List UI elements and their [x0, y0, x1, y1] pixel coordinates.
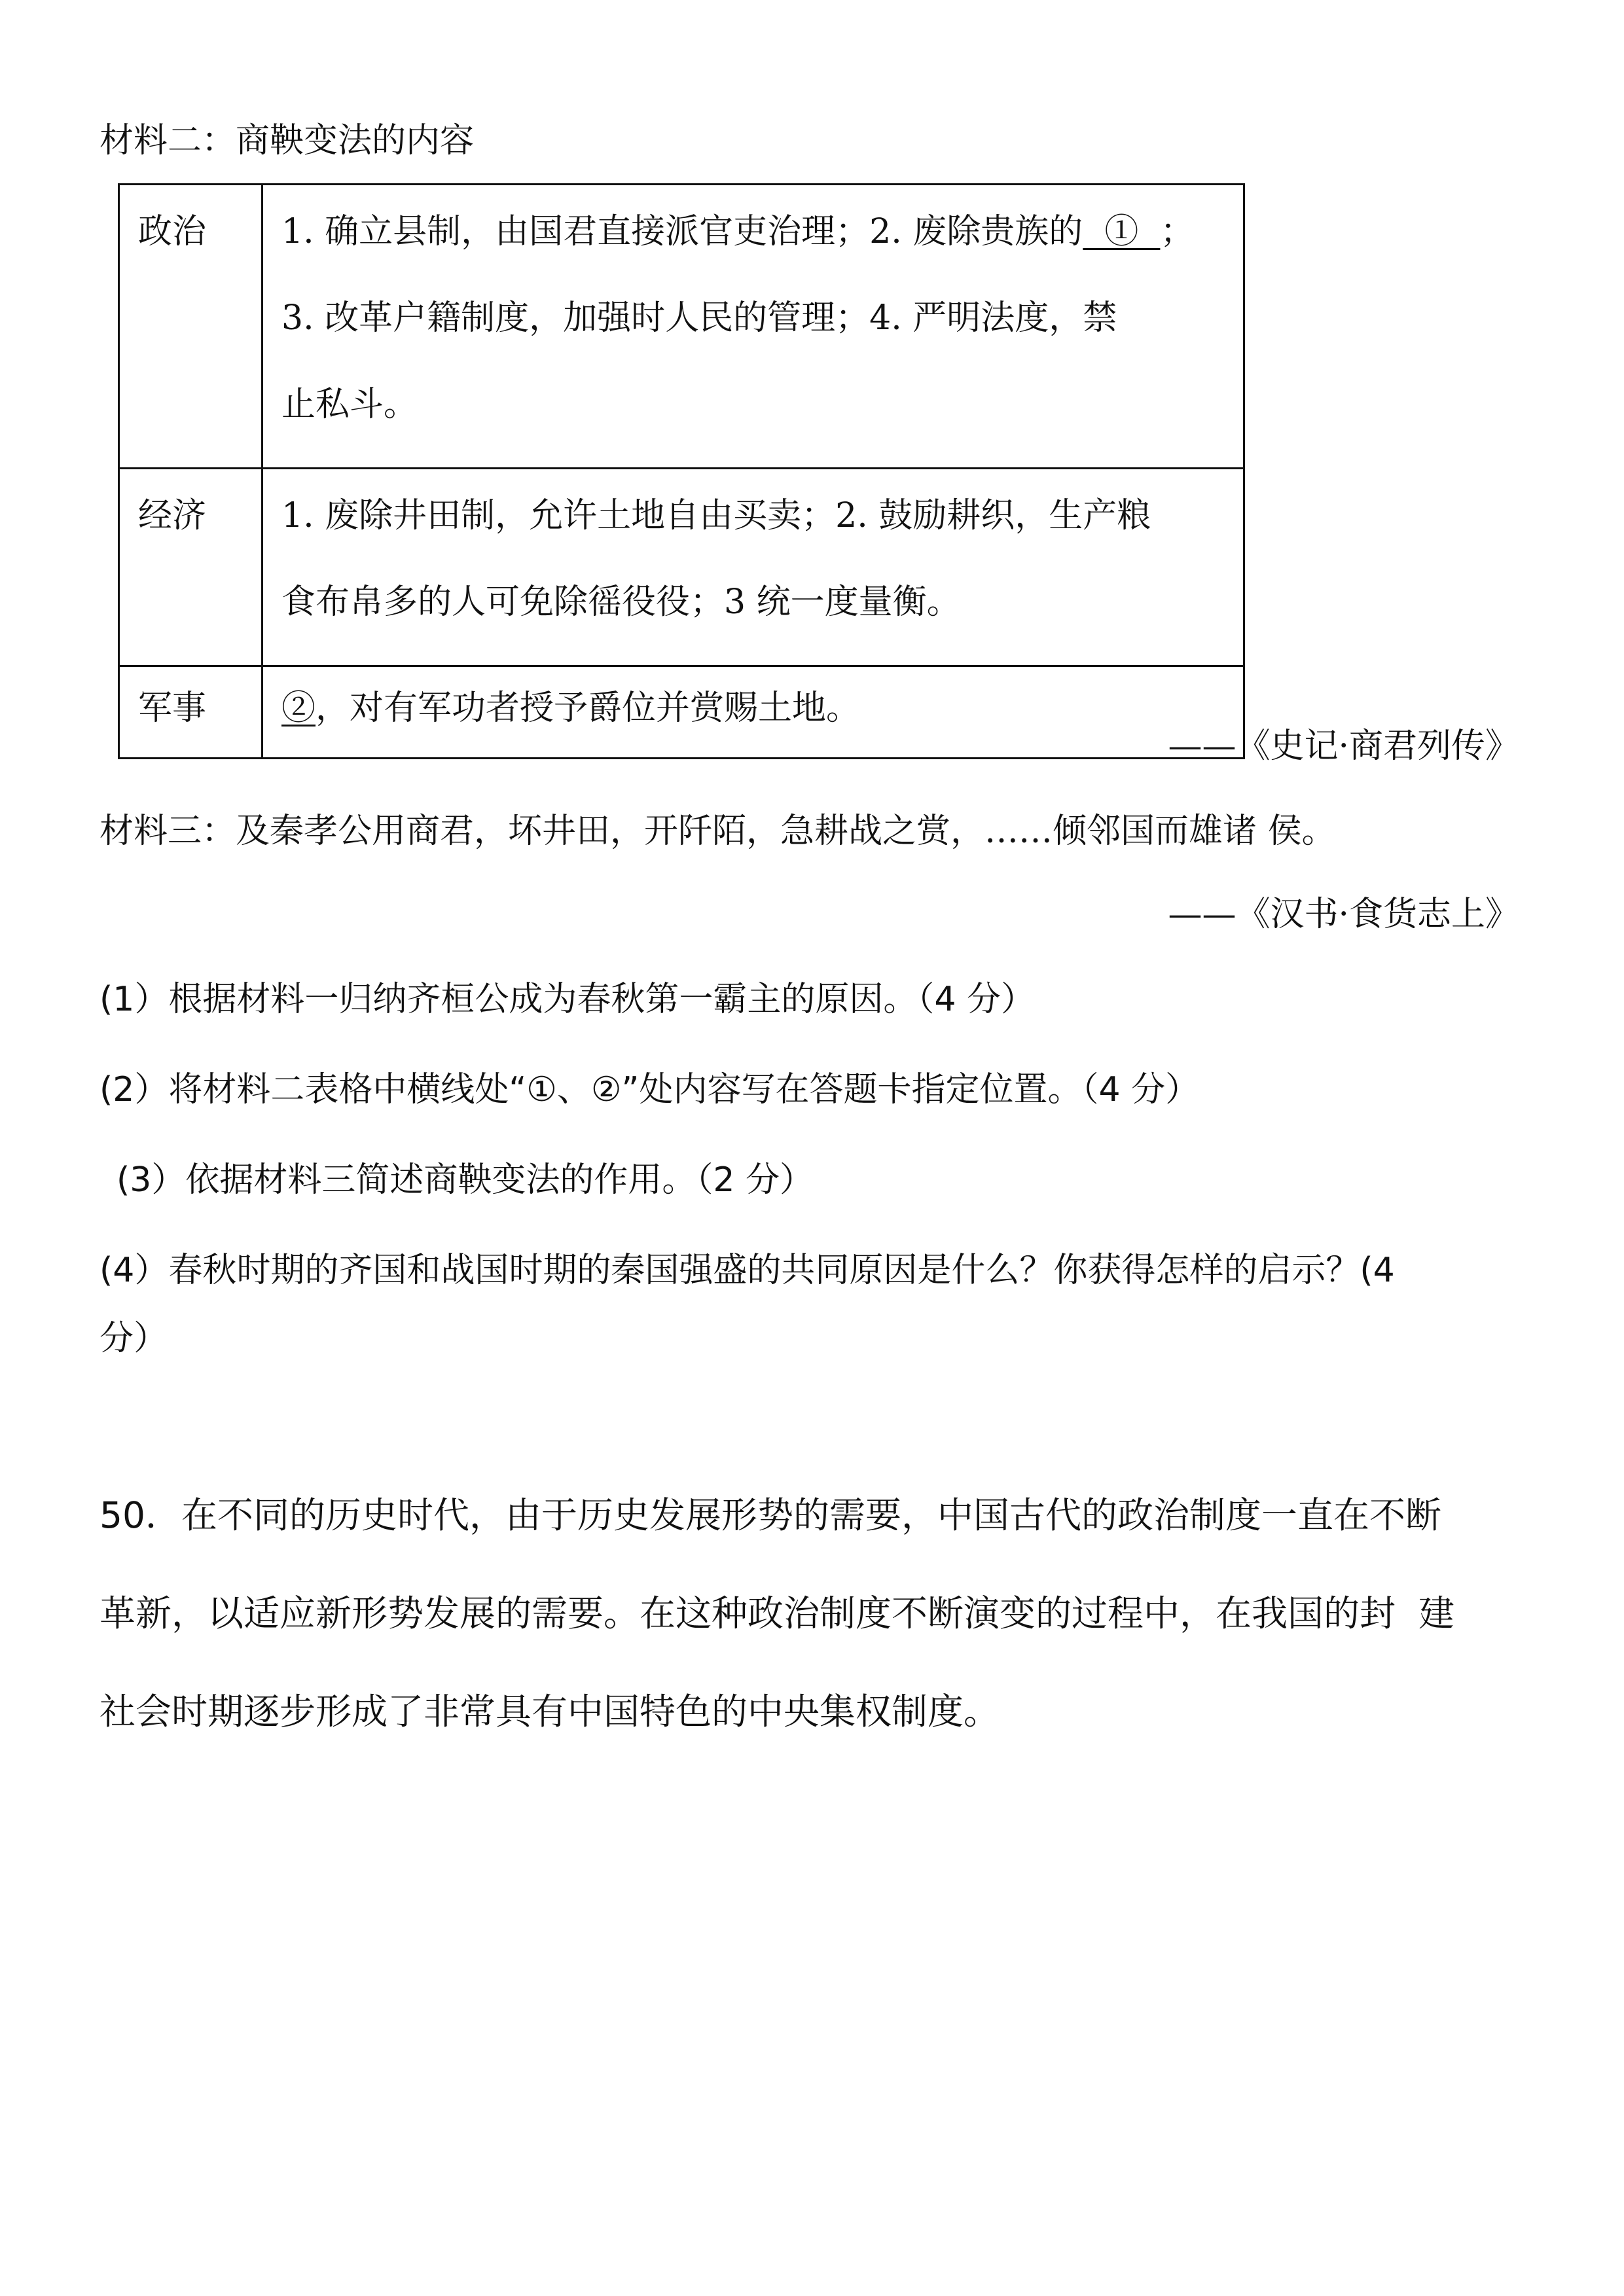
material2-source: ——《史记·商君列传》 — [1168, 726, 1519, 766]
question-50-line-3: 社会时期逐步形成了非常具有中国特色的中央集权制度。 — [99, 1691, 1000, 1732]
table-row-politics — [119, 185, 1244, 469]
table-row-economy — [119, 469, 1244, 666]
question-50-line-2: 革新，以适应新形势发展的需要。在这种政治制度不断演变的过程中，在我国的封 建 — [99, 1592, 1454, 1634]
question-3: (3）依据材料三简述商鞅变法的作用。（2 分） — [117, 1160, 814, 1200]
content-economy — [262, 469, 1244, 666]
category-economy: 经济 — [119, 469, 262, 666]
material3-source: ——《汉书·食货志上》 — [1168, 895, 1519, 934]
material2-heading: 材料二：商鞅变法的内容 — [99, 121, 475, 160]
category-military: 军事 — [119, 666, 262, 759]
politics-line-2: 3. 改革户籍制度，加强时人民的管理；4. 严明法度，禁 — [281, 298, 1117, 338]
blank-2: ② — [281, 689, 316, 728]
table-row-military — [119, 666, 1244, 759]
category-politics: 政治 — [119, 185, 262, 469]
content-military: ②，对有军功者授予爵位并赏赐土地。 — [262, 666, 1244, 759]
content-politics — [262, 185, 1244, 469]
politics-line-1: 1. 确立县制，由国君直接派官吏治理；2. 废除贵族的 ① ； — [281, 212, 1195, 251]
politics-line-3: 止私斗。 — [281, 385, 418, 424]
material3-text: 材料三：及秦孝公用商君，坏井田，开阡陌，急耕战之赏，……倾邻国而雄诸 侯。 — [99, 812, 1336, 851]
question-1: (1）根据材料一归纳齐桓公成为春秋第一霸主的原因。（4 分） — [99, 980, 1035, 1019]
question-4-continued: 分） — [99, 1319, 168, 1358]
question-2: (2）将材料二表格中横线处“①、②”处内容写在答题卡指定位置。（4 分） — [99, 1070, 1200, 1109]
blank-1: ① — [1083, 212, 1161, 251]
question-4: (4）春秋时期的齐国和战国时期的秦国强盛的共同原因是什么？你获得怎样的启示？(4 — [99, 1251, 1395, 1290]
reform-table — [118, 183, 1245, 759]
question-50 — [99, 1466, 1526, 1761]
economy-line-2: 食布帛多的人可免除徭役役；3 统一度量衡。 — [281, 583, 961, 622]
economy-line-1: 1. 废除井田制，允许土地自由买卖；2. 鼓励耕织，生产粮 — [281, 496, 1151, 535]
question-50-line-1: 50．在不同的历史时代，由于历史发展形势的需要，中国古代的政治制度一直在不断 — [99, 1494, 1441, 1536]
